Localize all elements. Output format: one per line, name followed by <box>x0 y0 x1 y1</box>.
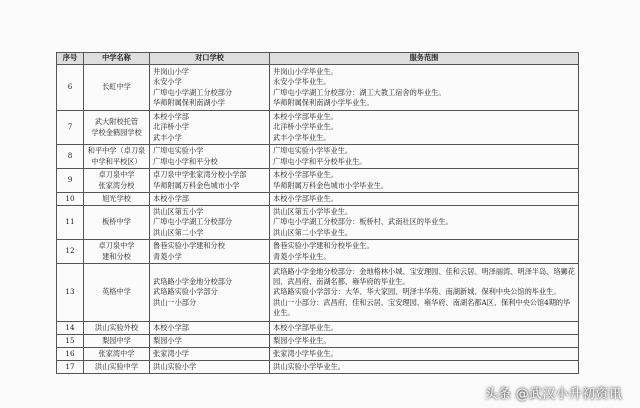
table-row <box>57 206 579 240</box>
feeder-schools-cell <box>150 240 270 264</box>
service-scope-cell-line: 梨园小学毕业生。 <box>273 335 331 345</box>
row-number-cell: 8 <box>57 145 84 169</box>
middle-school-cell-line: 张家湾分校 <box>98 180 135 190</box>
feeder-schools-cell-line: 北洋桥小学 <box>153 122 189 132</box>
service-scope-cell-line: 武丰小学毕业生。 <box>273 132 331 142</box>
service-scope-cell-line: 张家湾小学毕业生。 <box>273 348 338 358</box>
feeder-schools-cell-line: 华师附属保利南湖小学 <box>153 97 225 107</box>
feeder-schools-cell-line: 青菱小学 <box>153 251 182 261</box>
service-scope-cell-line: 洪山区第二小学毕业生。 <box>273 227 353 237</box>
middle-school-cell-line: 板桥中学 <box>102 217 131 227</box>
feeder-schools-cell-line: 广埠屯实验小学 <box>153 146 204 156</box>
service-scope-cell <box>270 264 579 322</box>
middle-school-cell <box>84 65 150 111</box>
row-number-cell: 12 <box>57 240 84 264</box>
feeder-schools-cell-line: 本校小学部 <box>153 193 189 203</box>
feeder-schools-cell <box>150 65 270 111</box>
feeder-schools-cell-line: 洪山区第二小学 <box>153 227 204 237</box>
middle-school-cell-line: 梨园中学 <box>102 335 131 345</box>
row-number-cell: 11 <box>57 206 84 240</box>
service-scope-cell <box>270 169 579 193</box>
service-scope-cell <box>270 335 579 348</box>
middle-school-cell <box>84 111 150 145</box>
middle-school-cell-line: 洪山实验外校 <box>94 322 139 332</box>
feeder-schools-cell-line: 武珞路小学金地分校部分 <box>153 277 233 287</box>
service-scope-cell-line: 青菱小学毕业生。 <box>273 251 331 261</box>
middle-school-cell-line: 张家湾中学 <box>98 348 135 358</box>
row-number-cell: 7 <box>57 111 84 145</box>
middle-school-cell-line: 学校金鹤园学校 <box>91 127 142 137</box>
feeder-schools-cell-line: 井岗山小学 <box>153 67 189 77</box>
middle-school-cell-line: 武大附校托管 <box>94 117 139 127</box>
service-scope-cell-line: 广埠屯小学湖工分校部分：板桥村、武南社区的毕业生。 <box>273 217 453 227</box>
table-row <box>57 348 579 361</box>
service-scope-cell-line: 鲁巷实验小学建和分校毕业生。 <box>273 241 374 251</box>
table-row <box>57 335 579 348</box>
row-number-cell: 13 <box>57 264 84 322</box>
watermark: 头条 @武汉小升初资讯 <box>484 387 622 402</box>
middle-school-cell <box>84 335 150 348</box>
service-scope-cell <box>270 240 579 264</box>
feeder-schools-cell <box>150 145 270 169</box>
middle-school-cell-line: 洪山实验中学 <box>94 361 139 371</box>
middle-school-cell <box>84 240 150 264</box>
middle-school-cell <box>84 264 150 322</box>
middle-school-cell-line: 卓刀泉中学 <box>98 241 135 251</box>
header-feeder-schools: 对口学校 <box>150 53 270 65</box>
feeder-schools-cell-line: 洪山区第五小学 <box>153 207 204 217</box>
feeder-schools-cell-line: 梨园小学 <box>153 335 182 345</box>
feeder-schools-cell-line: 华师附属万科金色城市小学 <box>153 180 240 190</box>
service-scope-cell-line: 永安小学毕业生。 <box>273 77 331 87</box>
table-row <box>57 193 579 206</box>
header-middle-school: 中学名称 <box>84 53 150 65</box>
table-row <box>57 145 579 169</box>
row-number-cell: 16 <box>57 348 84 361</box>
service-scope-cell-line: 洪山区第五小学毕业生。 <box>273 207 353 217</box>
row-number-cell: 9 <box>57 169 84 193</box>
table-row <box>57 264 579 322</box>
feeder-schools-cell <box>150 335 270 348</box>
feeder-schools-cell-line: 本校小学部 <box>153 112 189 122</box>
service-scope-cell-line: 武珞路小学金地分校部分：金地格林小城、宝安理园、佳和云居、明泽丽湾、明泽半岛、珞狮花园、武昌府、南湖名都、雍华府的毕业生。 <box>273 266 575 287</box>
middle-school-cell-line: 和平中学（卓刀泉 <box>87 146 146 156</box>
service-scope-cell <box>270 206 579 240</box>
middle-school-cell-line: 建和分校 <box>102 251 131 261</box>
feeder-schools-cell <box>150 169 270 193</box>
row-number-cell: 14 <box>57 322 84 335</box>
service-scope-cell-line: 洪山一小部分：武昌府、佳和云居、宝安理园、雍华府、南湖名都A区、保利中央公馆4期的毕业生。 <box>273 297 571 317</box>
feeder-schools-cell-line: 广埠屯小学湖工分校部分 <box>153 87 233 97</box>
service-scope-cell-line: 本校小学部毕业生。 <box>273 112 338 122</box>
school-district-table <box>56 52 579 374</box>
feeder-schools-cell-line: 广埠屯小学和平分校 <box>153 156 218 166</box>
feeder-schools-cell-line: 张家湾小学 <box>153 348 189 358</box>
table-row <box>57 65 579 111</box>
header-service-scope: 服务范围 <box>270 53 579 65</box>
middle-school-cell-line: 英格中学 <box>102 287 131 297</box>
service-scope-cell-line: 广埠屯小学湖工分校部分：湖工大教工宿舍的毕业生。 <box>273 87 446 97</box>
feeder-schools-cell <box>150 361 270 374</box>
table-row <box>57 240 579 264</box>
service-scope-cell <box>270 65 579 111</box>
feeder-schools-cell <box>150 348 270 361</box>
middle-school-cell <box>84 193 150 206</box>
service-scope-cell-line: 井岗山小学毕业生。 <box>273 67 338 77</box>
feeder-schools-cell <box>150 264 270 322</box>
middle-school-cell-line: 卓刀泉中学 <box>98 170 135 180</box>
middle-school-cell-line: 中学和平校区） <box>91 156 142 166</box>
middle-school-cell <box>84 361 150 374</box>
table-header-row <box>57 53 579 65</box>
middle-school-cell <box>84 206 150 240</box>
row-number-cell: 17 <box>57 361 84 374</box>
service-scope-cell <box>270 193 579 206</box>
service-scope-cell-line: 广埠屯小学和平分校毕业生。 <box>273 156 367 166</box>
table-row <box>57 111 579 145</box>
service-scope-cell-line: 本校小学部毕业生。 <box>273 170 338 180</box>
service-scope-cell-line: 北洋桥小学毕业生。 <box>273 122 338 132</box>
row-number-cell: 10 <box>57 193 84 206</box>
service-scope-cell-line: 本校小学部毕业生。 <box>273 322 338 332</box>
feeder-schools-cell-line: 洪山实验小学 <box>153 361 197 371</box>
feeder-schools-cell-line: 广埠屯小学湖工分校部分 <box>153 217 233 227</box>
table-row <box>57 169 579 193</box>
service-scope-cell <box>270 348 579 361</box>
table-body <box>57 65 579 374</box>
middle-school-cell <box>84 169 150 193</box>
feeder-schools-cell-line: 鲁巷实验小学建和分校 <box>153 241 225 251</box>
feeder-schools-cell-line: 武丰小学 <box>153 132 182 142</box>
service-scope-cell <box>270 111 579 145</box>
table-row <box>57 361 579 374</box>
service-scope-cell <box>270 361 579 374</box>
service-scope-cell-line: 武珞路实验小学部分：大华、华大家园、明泽丰华苑、南湖新城、保利中央公馆的毕业生。 <box>273 287 561 297</box>
service-scope-cell-line: 广埠屯实验小学毕业生。 <box>273 146 353 156</box>
middle-school-cell <box>84 348 150 361</box>
row-number-cell: 6 <box>57 65 84 111</box>
feeder-schools-cell-line: 本校小学部 <box>153 322 189 332</box>
service-scope-cell <box>270 145 579 169</box>
middle-school-cell-line: 旭光学校 <box>102 193 131 203</box>
feeder-schools-cell-line: 卓刀泉中学张家湾分校小学部 <box>153 170 247 180</box>
header-number: 序号 <box>57 53 84 65</box>
feeder-schools-cell-line: 永安小学 <box>153 77 182 87</box>
table-row <box>57 322 579 335</box>
middle-school-cell-line: 长虹中学 <box>102 82 131 92</box>
service-scope-cell-line: 华师附属保利南湖小学毕业生。 <box>273 97 374 107</box>
service-scope-cell-line: 本校小学部毕业生。 <box>273 193 338 203</box>
service-scope-cell <box>270 322 579 335</box>
feeder-schools-cell-line: 洪山一小部分 <box>153 297 197 307</box>
row-number-cell: 15 <box>57 335 84 348</box>
service-scope-cell-line: 华师附属万科金色城市小学毕业生。 <box>273 180 389 190</box>
feeder-schools-cell <box>150 322 270 335</box>
feeder-schools-cell <box>150 111 270 145</box>
feeder-schools-cell <box>150 206 270 240</box>
feeder-schools-cell <box>150 193 270 206</box>
middle-school-cell <box>84 145 150 169</box>
service-scope-cell-line: 洪山实验小学毕业生。 <box>273 361 345 371</box>
feeder-schools-cell-line: 武珞路实验小学部分 <box>153 287 218 297</box>
middle-school-cell <box>84 322 150 335</box>
